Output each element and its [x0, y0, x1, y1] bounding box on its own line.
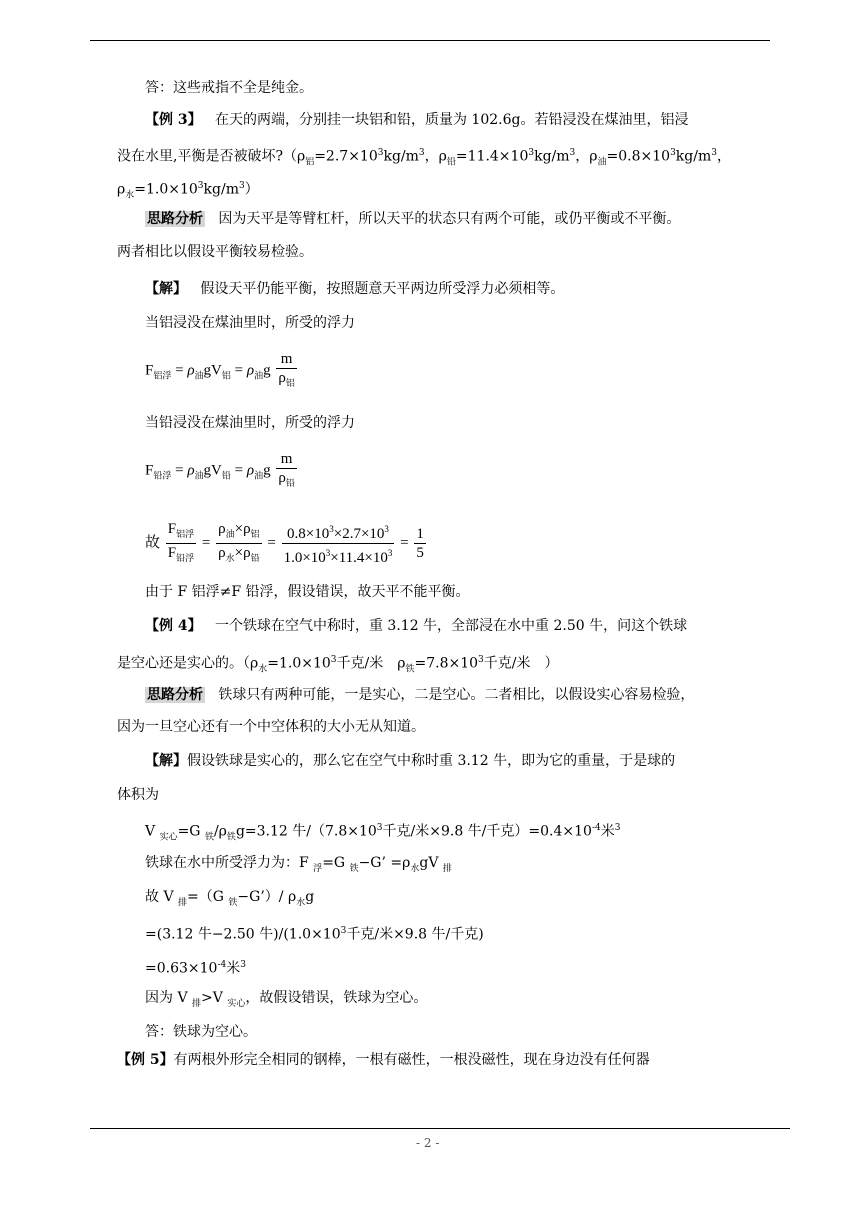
- example-4-analysis-line-1: 思路分析 铁球只有两种可能，一是实心，二是空心。二者相比，以假设实心容易检验，: [147, 687, 695, 703]
- example-4-solution-line-2: 体积为: [117, 787, 159, 803]
- example-3-solution-line: 【解】 假设天平仍能平衡，按照题意天平两边所受浮力必须相等。: [145, 281, 565, 297]
- analysis-tag: 思路分析: [147, 687, 203, 703]
- example-3-line-2: 没在水里,平衡是否被破坏$?(\rho_铝=2.7\times 10^3kg/m^3$，$\rho_铅=11.4\times 10^3kg/m^3$，$\rho_油=0.8\times 10^3kg/m^3$，: [117, 148, 731, 168]
- fraction-numeric: $\frac{0.8\times 10^3\times 2.7\times 10^3}{1.0\times 10^3\times 11.4\times 10^3}$: [282, 520, 395, 567]
- displaced-volume-line: 故 V $_排$=（G $_铁$−G’）/ $\rho_水g$: [145, 889, 315, 908]
- header-rule: [90, 40, 770, 41]
- result-line: $=0.63\times 10^{-4}$米$^3$: [145, 960, 246, 977]
- answer-line-iron-ball: 答：铁球为空心。: [145, 1024, 257, 1040]
- example-3-line-1: 【例 3】 在天的两端，分别挂一块铝和铅，质量为 102.6g。若铅浸没在煤油里，铝浸: [145, 112, 689, 128]
- example-5-tag: 【例 5】: [117, 1052, 174, 1068]
- example-3-solution-line-2: 当铝浸没在煤油里时，所受的浮力: [145, 315, 355, 331]
- formula-ratio: 故 $\frac{F_{铝浮}}{F_{铅浮}}$ = $\frac{\rho_油\times\rho_铝}{\rho_水\times\rho_铅}$ = $\frac{0.8\times 10^3\times 2.7\times 10^3}{1.0\times 10^3\times 11.4\times 10^3}$ = $\frac{1}{5}$: [145, 521, 424, 566]
- example-4-solution-line-1: 【解】假设铁球是实心的，那么它在空气中称时重 3.12 牛，即为它的重量，于是球的: [145, 753, 676, 769]
- example-3-solution-line-3: 当铅浸没在煤油里时，所受的浮力: [145, 415, 355, 431]
- fraction-m-over-rho-pb: $\frac{m}{\rho_铅}$: [278, 451, 295, 488]
- answer-line-rings: 答：这些戒指不全是纯金。: [145, 80, 313, 96]
- example-5-line-1: 【例 5】有两根外形完全相同的钢棒，一根有磁性，一根没磁性，现在身边没有任何器: [117, 1052, 650, 1068]
- fraction-f-ratio: $\frac{F_{铝浮}}{F_{铅浮}}$: [167, 521, 195, 563]
- analysis-tag: 思路分析: [147, 211, 203, 227]
- example-3-line-3: $\rho_水=1.0\times 10^3kg/m^3$）: [117, 181, 259, 201]
- example-3-tag: 【例 3】: [145, 112, 202, 128]
- example-3-analysis-line-1: 思路分析 因为天平是等臂杠杆，所以天平的状态只有两个可能，或仍平衡或不平衡。: [147, 211, 681, 227]
- comparison-line: 因为 V $_排$>V $_{实心}$，故假设错误，铁球为空心。: [145, 990, 428, 1009]
- page-number: - 2 -: [416, 1136, 440, 1150]
- formula-aluminium-buoyancy: $F_{铝浮} = \rho_油gV_铝 = \rho_油g$ $\frac{m}{\rho_铝}$: [145, 350, 299, 395]
- example-3-conclusion: 由于 F 铝浮≠F 铅浮，假设错误，故天平不能平衡。: [145, 584, 470, 600]
- solution-tag: 【解】: [145, 753, 187, 769]
- calculation-line: =(3.12 牛−2.50 牛)$/(1.0\times 10^3$千克/米×9.8 牛/千克): [145, 926, 484, 943]
- fraction-one-fifth: $\frac{1}{5}$: [416, 526, 424, 561]
- buoyancy-line: 铁球在水中所受浮力为：F $_浮$=G $_铁$−G’ $=\rho_水gV$ $_排$: [145, 855, 452, 874]
- volume-solid-line: V $_{实心}$=G $_铁/\rho_铁g=3.12$ 牛$/(7.8\times 10^3$千克/米×9.8 牛/千克）$=0.4\times 10^{-4}$米$^3$: [145, 823, 621, 843]
- example-4-tag: 【例 4】: [145, 618, 202, 634]
- example-4-analysis-line-2: 因为一旦空心还有一个中空体积的大小无从知道。: [117, 719, 425, 735]
- example-3-analysis-line-2: 两者相比以假设平衡较易检验。: [117, 244, 313, 260]
- fraction-m-over-rho-al: $\frac{m}{\rho_铝}$: [278, 351, 295, 388]
- example-4-line-1: 【例 4】 一个铁球在空气中称时，重 3.12 牛，全部浸在水中重 2.50 牛，问这个铁球: [145, 618, 688, 634]
- example-4-line-2: 是空心还是实心的。（$\rho_水=1.0\times 10^3$千克/米 $\rho_铁=7.8\times 10^3$千克/米 ）: [117, 655, 559, 675]
- footer-rule: [90, 1128, 790, 1129]
- formula-lead-buoyancy: $F_{铅浮} = \rho_油gV_铅 = \rho_油g$ $\frac{m}{\rho_铅}$: [145, 450, 299, 495]
- solution-tag: 【解】: [145, 281, 187, 297]
- fraction-rho-ratio: $\frac{\rho_油\times\rho_铝}{\rho_水\times\rho_铅}$: [218, 521, 260, 563]
